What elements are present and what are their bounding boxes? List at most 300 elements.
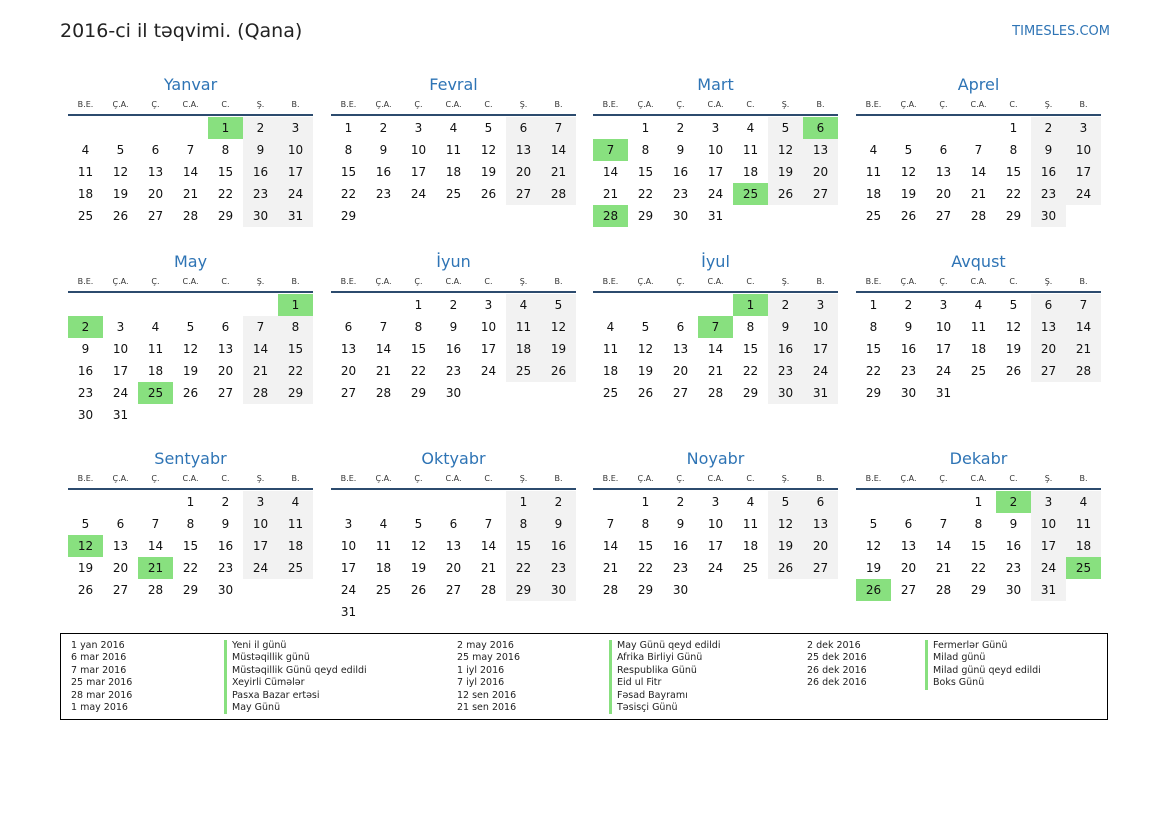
day-cell[interactable]: 28: [593, 205, 628, 227]
day-cell[interactable]: 23: [672, 187, 689, 201]
day-cell[interactable]: 18: [742, 539, 759, 553]
day-cell[interactable]: 8: [1009, 143, 1018, 157]
day-cell[interactable]: 7: [379, 320, 388, 334]
day-cell[interactable]: 10: [243, 513, 278, 535]
day-cell[interactable]: 3: [243, 491, 278, 513]
day-cell[interactable]: 14: [182, 165, 199, 179]
day-cell[interactable]: 22: [506, 557, 541, 579]
day-cell[interactable]: 28: [182, 209, 199, 223]
day-cell[interactable]: 10: [1031, 513, 1066, 535]
day-cell[interactable]: 26: [900, 209, 917, 223]
day-cell[interactable]: 15: [278, 338, 313, 360]
day-cell[interactable]: 22: [340, 187, 357, 201]
day-cell[interactable]: 20: [1031, 338, 1066, 360]
day-cell[interactable]: 12: [68, 535, 103, 557]
day-cell[interactable]: 17: [707, 539, 724, 553]
day-cell[interactable]: 29: [637, 583, 654, 597]
day-cell[interactable]: 10: [1066, 139, 1101, 161]
day-cell[interactable]: 15: [340, 165, 357, 179]
day-cell[interactable]: 13: [340, 342, 357, 356]
day-cell[interactable]: 23: [445, 364, 462, 378]
day-cell[interactable]: 11: [506, 316, 541, 338]
day-cell[interactable]: 26: [637, 386, 654, 400]
day-cell[interactable]: 5: [116, 143, 125, 157]
day-cell[interactable]: 25: [970, 364, 987, 378]
day-cell[interactable]: 29: [340, 209, 357, 223]
day-cell[interactable]: 31: [935, 386, 952, 400]
day-cell[interactable]: 17: [1031, 535, 1066, 557]
day-cell[interactable]: 6: [803, 491, 838, 513]
day-cell[interactable]: 24: [707, 561, 724, 575]
day-cell[interactable]: 31: [340, 605, 357, 619]
day-cell[interactable]: 9: [1031, 139, 1066, 161]
day-cell[interactable]: 3: [939, 298, 948, 312]
day-cell[interactable]: 20: [900, 561, 917, 575]
day-cell[interactable]: 27: [112, 583, 129, 597]
day-cell[interactable]: 2: [676, 495, 685, 509]
day-cell[interactable]: 25: [506, 360, 541, 382]
day-cell[interactable]: 2: [449, 298, 458, 312]
day-cell[interactable]: 6: [221, 320, 230, 334]
day-cell[interactable]: 5: [1009, 298, 1018, 312]
day-cell[interactable]: 1: [641, 495, 650, 509]
day-cell[interactable]: 10: [935, 320, 952, 334]
day-cell[interactable]: 18: [602, 364, 619, 378]
day-cell[interactable]: 19: [865, 561, 882, 575]
day-cell[interactable]: 4: [869, 143, 878, 157]
day-cell[interactable]: 11: [602, 342, 619, 356]
day-cell[interactable]: 12: [541, 316, 576, 338]
day-cell[interactable]: 13: [803, 139, 838, 161]
day-cell[interactable]: 23: [217, 561, 234, 575]
day-cell[interactable]: 24: [112, 386, 129, 400]
day-cell[interactable]: 12: [112, 165, 129, 179]
day-cell[interactable]: 2: [68, 316, 103, 338]
day-cell[interactable]: 1: [974, 495, 983, 509]
day-cell[interactable]: 19: [480, 165, 497, 179]
day-cell[interactable]: 16: [217, 539, 234, 553]
day-cell[interactable]: 17: [480, 342, 497, 356]
day-cell[interactable]: 31: [707, 209, 724, 223]
day-cell[interactable]: 22: [182, 561, 199, 575]
day-cell[interactable]: 8: [974, 517, 983, 531]
day-cell[interactable]: 20: [445, 561, 462, 575]
day-cell[interactable]: 31: [1031, 579, 1066, 601]
day-cell[interactable]: 10: [410, 143, 427, 157]
day-cell[interactable]: 22: [217, 187, 234, 201]
day-cell[interactable]: 1: [869, 298, 878, 312]
day-cell[interactable]: 20: [112, 561, 129, 575]
day-cell[interactable]: 24: [410, 187, 427, 201]
day-cell[interactable]: 14: [602, 165, 619, 179]
day-cell[interactable]: 25: [278, 557, 313, 579]
day-cell[interactable]: 1: [278, 294, 313, 316]
day-cell[interactable]: 22: [410, 364, 427, 378]
day-cell[interactable]: 18: [506, 338, 541, 360]
day-cell[interactable]: 6: [676, 320, 685, 334]
day-cell[interactable]: 12: [900, 165, 917, 179]
day-cell[interactable]: 13: [445, 539, 462, 553]
day-cell[interactable]: 12: [410, 539, 427, 553]
day-cell[interactable]: 14: [243, 338, 278, 360]
day-cell[interactable]: 9: [1009, 517, 1018, 531]
day-cell[interactable]: 15: [637, 165, 654, 179]
day-cell[interactable]: 14: [541, 139, 576, 161]
day-cell[interactable]: 28: [375, 386, 392, 400]
day-cell[interactable]: 28: [243, 382, 278, 404]
day-cell[interactable]: 8: [278, 316, 313, 338]
day-cell[interactable]: 11: [147, 342, 164, 356]
day-cell[interactable]: 6: [344, 320, 353, 334]
day-cell[interactable]: 5: [641, 320, 650, 334]
day-cell[interactable]: 7: [939, 517, 948, 531]
day-cell[interactable]: 11: [742, 517, 759, 531]
day-cell[interactable]: 21: [1066, 338, 1101, 360]
day-cell[interactable]: 2: [379, 121, 388, 135]
day-cell[interactable]: 14: [480, 539, 497, 553]
day-cell[interactable]: 1: [414, 298, 423, 312]
day-cell[interactable]: 17: [707, 165, 724, 179]
day-cell[interactable]: 10: [803, 316, 838, 338]
day-cell[interactable]: 19: [900, 187, 917, 201]
day-cell[interactable]: 18: [445, 165, 462, 179]
day-cell[interactable]: 27: [803, 183, 838, 205]
day-cell[interactable]: 8: [641, 143, 650, 157]
day-cell[interactable]: 11: [742, 143, 759, 157]
day-cell[interactable]: 10: [480, 320, 497, 334]
day-cell[interactable]: 6: [116, 517, 125, 531]
day-cell[interactable]: 25: [375, 583, 392, 597]
day-cell[interactable]: 23: [672, 561, 689, 575]
day-cell[interactable]: 4: [746, 495, 755, 509]
day-cell[interactable]: 17: [112, 364, 129, 378]
day-cell[interactable]: 11: [445, 143, 462, 157]
day-cell[interactable]: 7: [186, 143, 195, 157]
day-cell[interactable]: 7: [151, 517, 160, 531]
day-cell[interactable]: 1: [733, 294, 768, 316]
day-cell[interactable]: 15: [1005, 165, 1022, 179]
day-cell[interactable]: 20: [935, 187, 952, 201]
day-cell[interactable]: 27: [900, 583, 917, 597]
day-cell[interactable]: 20: [147, 187, 164, 201]
day-cell[interactable]: 30: [243, 205, 278, 227]
day-cell[interactable]: 30: [77, 408, 94, 422]
day-cell[interactable]: 17: [803, 338, 838, 360]
day-cell[interactable]: 27: [340, 386, 357, 400]
day-cell[interactable]: 19: [112, 187, 129, 201]
day-cell[interactable]: 4: [974, 298, 983, 312]
day-cell[interactable]: 25: [138, 382, 173, 404]
day-cell[interactable]: 3: [116, 320, 125, 334]
day-cell[interactable]: 4: [1066, 491, 1101, 513]
day-cell[interactable]: 1: [506, 491, 541, 513]
day-cell[interactable]: 20: [803, 535, 838, 557]
day-cell[interactable]: 18: [865, 187, 882, 201]
day-cell[interactable]: 7: [1066, 294, 1101, 316]
day-cell[interactable]: 8: [221, 143, 230, 157]
day-cell[interactable]: 21: [182, 187, 199, 201]
day-cell[interactable]: 2: [676, 121, 685, 135]
day-cell[interactable]: 21: [243, 360, 278, 382]
day-cell[interactable]: 17: [243, 535, 278, 557]
day-cell[interactable]: 27: [672, 386, 689, 400]
day-cell[interactable]: 21: [138, 557, 173, 579]
day-cell[interactable]: 2: [768, 294, 803, 316]
day-cell[interactable]: 11: [77, 165, 94, 179]
day-cell[interactable]: 22: [278, 360, 313, 382]
day-cell[interactable]: 13: [112, 539, 129, 553]
day-cell[interactable]: 19: [77, 561, 94, 575]
day-cell[interactable]: 30: [768, 382, 803, 404]
day-cell[interactable]: 7: [243, 316, 278, 338]
day-cell[interactable]: 3: [1066, 117, 1101, 139]
day-cell[interactable]: 29: [410, 386, 427, 400]
day-cell[interactable]: 4: [746, 121, 755, 135]
day-cell[interactable]: 13: [217, 342, 234, 356]
day-cell[interactable]: 5: [81, 517, 90, 531]
day-cell[interactable]: 19: [768, 161, 803, 183]
day-cell[interactable]: 23: [900, 364, 917, 378]
day-cell[interactable]: 26: [856, 579, 891, 601]
day-cell[interactable]: 26: [182, 386, 199, 400]
day-cell[interactable]: 3: [803, 294, 838, 316]
day-cell[interactable]: 9: [221, 517, 230, 531]
day-cell[interactable]: 16: [77, 364, 94, 378]
day-cell[interactable]: 9: [81, 342, 90, 356]
day-cell[interactable]: 4: [379, 517, 388, 531]
day-cell[interactable]: 27: [445, 583, 462, 597]
day-cell[interactable]: 27: [935, 209, 952, 223]
day-cell[interactable]: 31: [803, 382, 838, 404]
day-cell[interactable]: 20: [803, 161, 838, 183]
day-cell[interactable]: 29: [637, 209, 654, 223]
day-cell[interactable]: 26: [768, 557, 803, 579]
day-cell[interactable]: 24: [243, 557, 278, 579]
day-cell[interactable]: 13: [935, 165, 952, 179]
day-cell[interactable]: 11: [375, 539, 392, 553]
day-cell[interactable]: 9: [449, 320, 458, 334]
day-cell[interactable]: 8: [869, 320, 878, 334]
day-cell[interactable]: 6: [1031, 294, 1066, 316]
day-cell[interactable]: 16: [672, 165, 689, 179]
day-cell[interactable]: 7: [606, 517, 615, 531]
day-cell[interactable]: 28: [541, 183, 576, 205]
day-cell[interactable]: 23: [1031, 183, 1066, 205]
day-cell[interactable]: 11: [1066, 513, 1101, 535]
day-cell[interactable]: 1: [186, 495, 195, 509]
day-cell[interactable]: 28: [147, 583, 164, 597]
day-cell[interactable]: 21: [707, 364, 724, 378]
day-cell[interactable]: 10: [340, 539, 357, 553]
day-cell[interactable]: 6: [151, 143, 160, 157]
day-cell[interactable]: 11: [278, 513, 313, 535]
day-cell[interactable]: 21: [541, 161, 576, 183]
day-cell[interactable]: 3: [711, 495, 720, 509]
day-cell[interactable]: 5: [904, 143, 913, 157]
day-cell[interactable]: 19: [410, 561, 427, 575]
day-cell[interactable]: 25: [602, 386, 619, 400]
day-cell[interactable]: 30: [1005, 583, 1022, 597]
day-cell[interactable]: 26: [768, 183, 803, 205]
day-cell[interactable]: 29: [217, 209, 234, 223]
day-cell[interactable]: 12: [182, 342, 199, 356]
day-cell[interactable]: 21: [970, 187, 987, 201]
day-cell[interactable]: 7: [541, 117, 576, 139]
day-cell[interactable]: 20: [340, 364, 357, 378]
day-cell[interactable]: 14: [375, 342, 392, 356]
day-cell[interactable]: 27: [803, 557, 838, 579]
day-cell[interactable]: 15: [217, 165, 234, 179]
day-cell[interactable]: 27: [506, 183, 541, 205]
day-cell[interactable]: 3: [414, 121, 423, 135]
day-cell[interactable]: 19: [541, 338, 576, 360]
day-cell[interactable]: 12: [865, 539, 882, 553]
day-cell[interactable]: 29: [970, 583, 987, 597]
day-cell[interactable]: 17: [340, 561, 357, 575]
day-cell[interactable]: 16: [768, 338, 803, 360]
day-cell[interactable]: 3: [711, 121, 720, 135]
day-cell[interactable]: 13: [1031, 316, 1066, 338]
day-cell[interactable]: 24: [935, 364, 952, 378]
day-cell[interactable]: 14: [1066, 316, 1101, 338]
day-cell[interactable]: 3: [344, 517, 353, 531]
day-cell[interactable]: 9: [243, 139, 278, 161]
day-cell[interactable]: 31: [112, 408, 129, 422]
day-cell[interactable]: 30: [672, 209, 689, 223]
day-cell[interactable]: 24: [1031, 557, 1066, 579]
day-cell[interactable]: 15: [970, 539, 987, 553]
day-cell[interactable]: 16: [1005, 539, 1022, 553]
day-cell[interactable]: 25: [1066, 557, 1101, 579]
day-cell[interactable]: 26: [1005, 364, 1022, 378]
day-cell[interactable]: 29: [1005, 209, 1022, 223]
day-cell[interactable]: 9: [904, 320, 913, 334]
day-cell[interactable]: 21: [602, 561, 619, 575]
day-cell[interactable]: 12: [768, 513, 803, 535]
day-cell[interactable]: 30: [217, 583, 234, 597]
day-cell[interactable]: 12: [1005, 320, 1022, 334]
day-cell[interactable]: 13: [672, 342, 689, 356]
day-cell[interactable]: 21: [480, 561, 497, 575]
day-cell[interactable]: 21: [602, 187, 619, 201]
day-cell[interactable]: 28: [935, 583, 952, 597]
day-cell[interactable]: 1: [208, 117, 243, 139]
day-cell[interactable]: 30: [445, 386, 462, 400]
day-cell[interactable]: 1: [344, 121, 353, 135]
day-cell[interactable]: 9: [676, 517, 685, 531]
day-cell[interactable]: 13: [900, 539, 917, 553]
day-cell[interactable]: 7: [593, 139, 628, 161]
day-cell[interactable]: 15: [742, 342, 759, 356]
day-cell[interactable]: 16: [1031, 161, 1066, 183]
day-cell[interactable]: 9: [379, 143, 388, 157]
day-cell[interactable]: 2: [221, 495, 230, 509]
day-cell[interactable]: 5: [869, 517, 878, 531]
day-cell[interactable]: 31: [278, 205, 313, 227]
day-cell[interactable]: 5: [768, 117, 803, 139]
day-cell[interactable]: 8: [186, 517, 195, 531]
day-cell[interactable]: 4: [606, 320, 615, 334]
day-cell[interactable]: 27: [217, 386, 234, 400]
day-cell[interactable]: 2: [996, 491, 1031, 513]
day-cell[interactable]: 1: [641, 121, 650, 135]
day-cell[interactable]: 9: [768, 316, 803, 338]
day-cell[interactable]: 23: [77, 386, 94, 400]
day-cell[interactable]: 18: [970, 342, 987, 356]
day-cell[interactable]: 15: [410, 342, 427, 356]
day-cell[interactable]: 8: [641, 517, 650, 531]
day-cell[interactable]: 29: [506, 579, 541, 601]
day-cell[interactable]: 22: [865, 364, 882, 378]
day-cell[interactable]: 19: [1005, 342, 1022, 356]
day-cell[interactable]: 11: [865, 165, 882, 179]
day-cell[interactable]: 22: [970, 561, 987, 575]
day-cell[interactable]: 28: [1066, 360, 1101, 382]
day-cell[interactable]: 21: [935, 561, 952, 575]
day-cell[interactable]: 30: [541, 579, 576, 601]
day-cell[interactable]: 5: [768, 491, 803, 513]
day-cell[interactable]: 30: [1031, 205, 1066, 227]
day-cell[interactable]: 6: [803, 117, 838, 139]
day-cell[interactable]: 13: [803, 513, 838, 535]
day-cell[interactable]: 18: [278, 535, 313, 557]
day-cell[interactable]: 24: [707, 187, 724, 201]
day-cell[interactable]: 22: [637, 561, 654, 575]
day-cell[interactable]: 2: [541, 491, 576, 513]
day-cell[interactable]: 4: [81, 143, 90, 157]
day-cell[interactable]: 18: [1066, 535, 1101, 557]
day-cell[interactable]: 9: [676, 143, 685, 157]
day-cell[interactable]: 19: [182, 364, 199, 378]
day-cell[interactable]: 30: [900, 386, 917, 400]
day-cell[interactable]: 25: [865, 209, 882, 223]
site-link[interactable]: TIMESLES.COM: [1012, 24, 1110, 39]
day-cell[interactable]: 27: [147, 209, 164, 223]
day-cell[interactable]: 14: [147, 539, 164, 553]
day-cell[interactable]: 12: [637, 342, 654, 356]
day-cell[interactable]: 26: [480, 187, 497, 201]
day-cell[interactable]: 26: [77, 583, 94, 597]
day-cell[interactable]: 28: [970, 209, 987, 223]
day-cell[interactable]: 7: [974, 143, 983, 157]
day-cell[interactable]: 20: [672, 364, 689, 378]
day-cell[interactable]: 24: [340, 583, 357, 597]
day-cell[interactable]: 24: [803, 360, 838, 382]
day-cell[interactable]: 6: [449, 517, 458, 531]
day-cell[interactable]: 23: [768, 360, 803, 382]
day-cell[interactable]: 4: [151, 320, 160, 334]
day-cell[interactable]: 12: [480, 143, 497, 157]
day-cell[interactable]: 5: [484, 121, 493, 135]
day-cell[interactable]: 28: [602, 583, 619, 597]
day-cell[interactable]: 22: [637, 187, 654, 201]
day-cell[interactable]: 23: [541, 557, 576, 579]
day-cell[interactable]: 29: [865, 386, 882, 400]
day-cell[interactable]: 20: [506, 161, 541, 183]
day-cell[interactable]: 3: [1031, 491, 1066, 513]
day-cell[interactable]: 19: [768, 535, 803, 557]
day-cell[interactable]: 6: [904, 517, 913, 531]
day-cell[interactable]: 14: [935, 539, 952, 553]
day-cell[interactable]: 18: [77, 187, 94, 201]
day-cell[interactable]: 18: [742, 165, 759, 179]
day-cell[interactable]: 12: [768, 139, 803, 161]
day-cell[interactable]: 13: [147, 165, 164, 179]
day-cell[interactable]: 25: [742, 561, 759, 575]
day-cell[interactable]: 17: [1066, 161, 1101, 183]
day-cell[interactable]: 8: [506, 513, 541, 535]
day-cell[interactable]: 26: [410, 583, 427, 597]
